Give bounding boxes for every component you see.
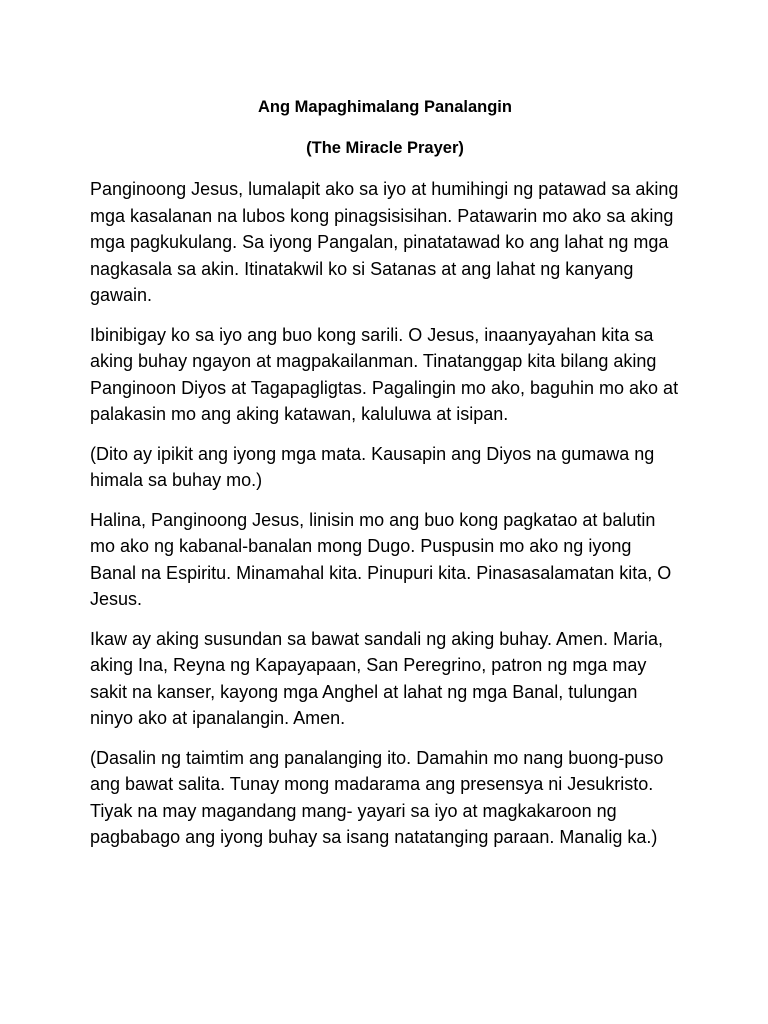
paragraph-3: (Dito ay ipikit ang iyong mga mata. Kausapin ang Diyos na gumawa ng himala sa buhay mo.) [90,443,655,490]
paragraph-1: Panginoong Jesus, lumalapit ako sa iyo at humihingi ng patawad sa aking mga kasalanan na lubos kong pinagsisisihan. Patawarin mo ako sa aking mga pagkukulang. Sa iyong Pangalan, pinatatawad ko ang lahat ng mga nagkasala sa akin. Itinatakwil ko si Satanas at ang lahat ng kanyang gawain. [90,179,679,305]
paragraph-4: Halina, Panginoong Jesus, linisin mo ang buo kong pagkatao at balutin mo ako ng kabanal-banalan mong Dugo. Puspusin mo ako ng iyong Banal na Espiritu. Minamahal kita. Pinupuri kita. Pinasasalamatan kita, O Jesus. [90,509,672,609]
paragraph-2: Ibinibigay ko sa iyo ang buo kong sarili. O Jesus, inaanyayahan kita sa aking buhay ngayon at magpakailanman. Tinatanggap kita bilang aking Panginoon Diyos at Tagapagligtas. Pagalingin mo ako, baguhin mo ako at palakasin mo ang aking katawan, kaluluwa at isipan. [90,324,679,424]
document-body [90,94,680,851]
page-title: Ang Mapaghimalang Panalangin [258,98,512,116]
paragraph-5: Ikaw ay aking susundan sa bawat sandali ng aking buhay. Amen. Maria, aking Ina, Reyna ng Kapayapaan, San Peregrino, patron ng mga may sakit na kanser, kayong mga Anghel at lahat ng mga Banal, tulungan ninyo ako at ipanalangin. Amen. [90,628,664,728]
page-subtitle: (The Miracle Prayer) [306,139,464,157]
paragraph-6: (Dasalin ng taimtim ang panalanging ito. Damahin mo nang buong-puso ang bawat salita. Tunay mong madarama ang presensya ni Jesukristo. Tiyak na may magandang mang- yayari sa iyo at magkakaroon ng pagbabago ang iyong buhay sa isang natatanging paraan. Manalig ka.) [90,747,664,847]
